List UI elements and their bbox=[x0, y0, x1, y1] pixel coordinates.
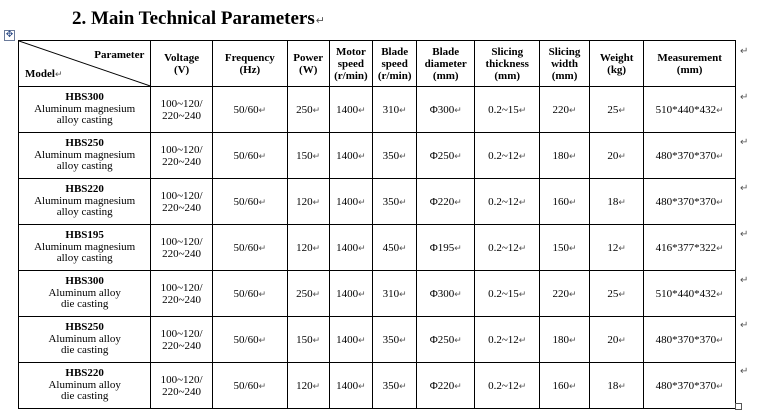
weight-cell: 25↵ bbox=[590, 87, 644, 133]
voltage-cell: 100~120/ 220~240 bbox=[151, 225, 212, 271]
frequency-cell: 50/60↵ bbox=[212, 87, 287, 133]
table-row bbox=[19, 87, 736, 133]
diagonal-header-cell bbox=[19, 41, 151, 87]
voltage-cell: 100~120/ 220~240 bbox=[151, 179, 212, 225]
table-row bbox=[19, 363, 736, 409]
voltage-cell: 100~120/ 220~240 bbox=[151, 363, 212, 409]
table-move-handle-icon[interactable]: ✥ bbox=[5, 30, 14, 40]
voltage-cell: 100~120/ 220~240 bbox=[151, 133, 212, 179]
document-heading bbox=[72, 8, 325, 30]
slicing-width-cell: 150↵ bbox=[540, 225, 590, 271]
blade-diameter-cell: Φ300↵ bbox=[417, 87, 475, 133]
column-header: Measurement (mm) bbox=[644, 41, 736, 87]
measurement-cell: 480*370*370↵ bbox=[644, 363, 736, 409]
weight-cell: 25↵ bbox=[590, 271, 644, 317]
voltage-cell: 100~120/ 220~240 bbox=[151, 317, 212, 363]
weight-cell: 18↵ bbox=[590, 179, 644, 225]
measurement-cell: 480*370*370↵ bbox=[644, 317, 736, 363]
heading-text: 2. Main Technical Parameters bbox=[72, 8, 315, 29]
row-end-mark-icon: ↵ bbox=[740, 228, 749, 240]
weight-cell: 20↵ bbox=[590, 133, 644, 179]
table-row bbox=[19, 317, 736, 363]
power-cell: 250↵ bbox=[287, 271, 329, 317]
measurement-cell: 510*440*432↵ bbox=[644, 87, 736, 133]
power-cell: 120↵ bbox=[287, 363, 329, 409]
table-resize-handle[interactable] bbox=[735, 403, 742, 410]
power-cell: 120↵ bbox=[287, 179, 329, 225]
motor-speed-cell: 1400↵ bbox=[329, 87, 373, 133]
frequency-cell: 50/60↵ bbox=[212, 271, 287, 317]
model-cell: HBS300 Aluminum magnesium alloy casting bbox=[19, 87, 151, 133]
slicing-width-cell: 160↵ bbox=[540, 179, 590, 225]
row-end-mark-icon: ↵ bbox=[740, 137, 749, 149]
frequency-cell: 50/60↵ bbox=[212, 225, 287, 271]
frequency-cell: 50/60↵ bbox=[212, 363, 287, 409]
frequency-cell: 50/60↵ bbox=[212, 133, 287, 179]
slicing-thickness-cell: 0.2~12↵ bbox=[475, 317, 540, 363]
parameter-label: Parameter bbox=[94, 49, 145, 61]
row-end-mark-icon: ↵ bbox=[740, 183, 749, 195]
blade-diameter-cell: Φ195↵ bbox=[417, 225, 475, 271]
slicing-width-cell: 220↵ bbox=[540, 87, 590, 133]
slicing-width-cell: 160↵ bbox=[540, 363, 590, 409]
model-cell: HBS300 Aluminum alloy die casting bbox=[19, 271, 151, 317]
column-header: Power (W) bbox=[287, 41, 329, 87]
slicing-thickness-cell: 0.2~12↵ bbox=[475, 179, 540, 225]
model-cell: HBS250 Aluminum alloy die casting bbox=[19, 317, 151, 363]
row-end-mark-icon: ↵ bbox=[740, 46, 749, 57]
row-end-mark-icon: ↵ bbox=[740, 274, 749, 286]
blade-speed-cell: 450↵ bbox=[373, 225, 417, 271]
model-cell: HBS195 Aluminum magnesium alloy casting bbox=[19, 225, 151, 271]
model-cell: HBS220 Aluminum magnesium alloy casting bbox=[19, 179, 151, 225]
weight-cell: 12↵ bbox=[590, 225, 644, 271]
slicing-thickness-cell: 0.2~12↵ bbox=[475, 133, 540, 179]
weight-cell: 20↵ bbox=[590, 317, 644, 363]
column-header: Voltage (V) bbox=[151, 41, 212, 87]
power-cell: 120↵ bbox=[287, 225, 329, 271]
blade-diameter-cell: Φ250↵ bbox=[417, 317, 475, 363]
motor-speed-cell: 1400↵ bbox=[329, 133, 373, 179]
blade-speed-cell: 310↵ bbox=[373, 271, 417, 317]
measurement-cell: 480*370*370↵ bbox=[644, 133, 736, 179]
power-cell: 150↵ bbox=[287, 133, 329, 179]
slicing-width-cell: 180↵ bbox=[540, 133, 590, 179]
measurement-cell: 480*370*370↵ bbox=[644, 179, 736, 225]
technical-parameters-table bbox=[18, 40, 736, 409]
measurement-cell: 510*440*432↵ bbox=[644, 271, 736, 317]
slicing-thickness-cell: 0.2~15↵ bbox=[475, 87, 540, 133]
table-row bbox=[19, 179, 736, 225]
row-end-mark-icon: ↵ bbox=[740, 320, 749, 332]
voltage-cell: 100~120/ 220~240 bbox=[151, 271, 212, 317]
row-end-mark-icon: ↵ bbox=[740, 91, 749, 103]
power-cell: 150↵ bbox=[287, 317, 329, 363]
motor-speed-cell: 1400↵ bbox=[329, 179, 373, 225]
measurement-cell: 416*377*322↵ bbox=[644, 225, 736, 271]
slicing-thickness-cell: 0.2~12↵ bbox=[475, 225, 540, 271]
frequency-cell: 50/60↵ bbox=[212, 317, 287, 363]
motor-speed-cell: 1400↵ bbox=[329, 271, 373, 317]
row-end-mark-icon: ↵ bbox=[740, 365, 749, 377]
weight-cell: 18↵ bbox=[590, 363, 644, 409]
column-header: Weight (kg) bbox=[590, 41, 644, 87]
table-row bbox=[19, 133, 736, 179]
slicing-width-cell: 220↵ bbox=[540, 271, 590, 317]
blade-diameter-cell: Φ300↵ bbox=[417, 271, 475, 317]
column-header: Frequency (Hz) bbox=[212, 41, 287, 87]
column-header: Slicing thickness (mm) bbox=[475, 41, 540, 87]
blade-speed-cell: 310↵ bbox=[373, 87, 417, 133]
slicing-width-cell: 180↵ bbox=[540, 317, 590, 363]
model-label: Model↵ bbox=[25, 68, 63, 80]
table-row bbox=[19, 271, 736, 317]
column-header: Blade speed (r/min) bbox=[373, 41, 417, 87]
power-cell: 250↵ bbox=[287, 87, 329, 133]
column-header: Motor speed (r/min) bbox=[329, 41, 373, 87]
blade-speed-cell: 350↵ bbox=[373, 179, 417, 225]
blade-diameter-cell: Φ250↵ bbox=[417, 133, 475, 179]
voltage-cell: 100~120/ 220~240 bbox=[151, 87, 212, 133]
motor-speed-cell: 1400↵ bbox=[329, 225, 373, 271]
motor-speed-cell: 1400↵ bbox=[329, 317, 373, 363]
blade-diameter-cell: Φ220↵ bbox=[417, 179, 475, 225]
motor-speed-cell: 1400↵ bbox=[329, 363, 373, 409]
blade-speed-cell: 350↵ bbox=[373, 317, 417, 363]
paragraph-mark-icon: ↵ bbox=[315, 15, 325, 27]
slicing-thickness-cell: 0.2~15↵ bbox=[475, 271, 540, 317]
frequency-cell: 50/60↵ bbox=[212, 179, 287, 225]
header-row bbox=[19, 41, 736, 87]
slicing-thickness-cell: 0.2~12↵ bbox=[475, 363, 540, 409]
model-cell: HBS220 Aluminum alloy die casting bbox=[19, 363, 151, 409]
blade-speed-cell: 350↵ bbox=[373, 133, 417, 179]
blade-speed-cell: 350↵ bbox=[373, 363, 417, 409]
blade-diameter-cell: Φ220↵ bbox=[417, 363, 475, 409]
column-header: Blade diameter (mm) bbox=[417, 41, 475, 87]
column-header: Slicing width (mm) bbox=[540, 41, 590, 87]
model-cell: HBS250 Aluminum magnesium alloy casting bbox=[19, 133, 151, 179]
table-row bbox=[19, 225, 736, 271]
